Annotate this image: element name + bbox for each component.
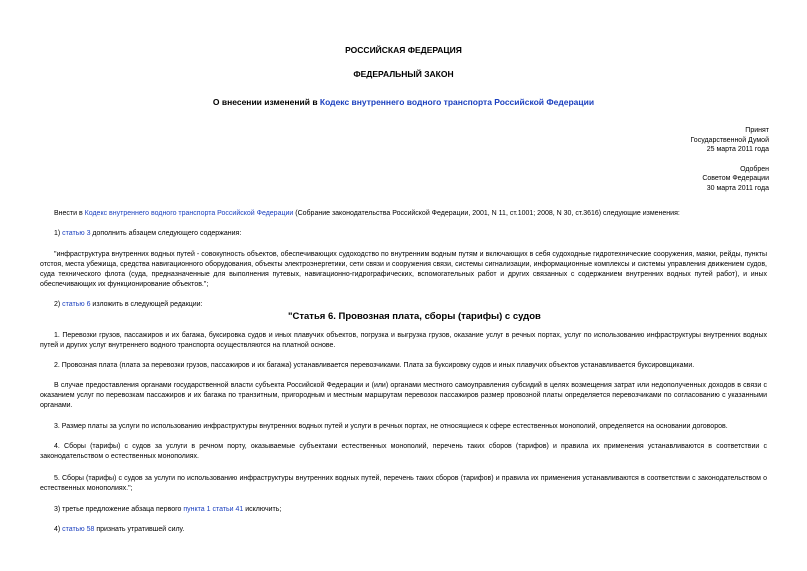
approved-by: Советом Федерации <box>702 175 769 182</box>
article-6-link[interactable]: статью 6 <box>62 301 91 308</box>
adoption-block <box>690 126 769 193</box>
item-3-prefix: 3) третье предложение абзаца первого <box>54 506 184 513</box>
item-1-suffix: дополнить абзацем следующего содержания: <box>90 230 242 237</box>
law-title-prefix: О внесении изменений в <box>212 97 320 107</box>
item-3-suffix: исключить; <box>243 506 282 513</box>
accepted-label: Принят <box>745 127 769 134</box>
article-58-link[interactable]: статью 58 <box>62 526 95 533</box>
approved-label: Одобрен <box>740 165 769 173</box>
intro-paragraph <box>40 209 767 219</box>
code-link-intro[interactable]: Кодекс внутреннего водного транспорта Российской Федерации <box>84 210 294 217</box>
country-heading: РОССИЙСКАЯ ФЕДЕРАЦИЯ <box>345 45 462 55</box>
article-41-link[interactable]: пункта 1 статьи 41 <box>183 506 244 513</box>
article-paragraph-4: 3. Размер платы за услуги по использованию инфраструктуры внутренних водных путей и услуги в речных портах, не относящиеся к сфере естественных монополий, определяется на основании договоров. <box>54 423 728 430</box>
article-paragraph-5: 4. Сборы (тарифы) с судов за услуги в речном порту, оказываемые субъектами естественных монополий, перечень таких сборов (тарифов) и правила их применения устанавливаются в соответствии с законодательством о естественных монополиях. <box>40 443 767 460</box>
item-4-suffix: признать утратившей силу. <box>94 526 185 533</box>
accepted-date: 25 марта 2011 года <box>706 146 769 153</box>
code-link-title[interactable]: Кодекс внутреннего водного транспорта Российской Федерации <box>319 97 595 107</box>
intro-suffix: (Собрание законодательства Российской Федерации, 2001, N 11, ст.1001; 2008, N 30, ст.3616) следующие изменения: <box>293 210 680 217</box>
article-paragraph-3: В случае предоставления органами государственной власти субъекта Российской Федерации и (или) органами местного самоуправления субсидий в целях возмещения затрат или недополученных доходов в связи с оказанием услуг по перевозкам пассажиров и их багажа по транзитным, пригородным и местным маршрутам перевозок пассажиров размер провозной платы определяется перевозчиками по согласованию с указанными органами. <box>40 382 767 409</box>
article-3-link[interactable]: статью 3 <box>62 230 91 237</box>
law-title <box>0 97 807 107</box>
article-paragraph-6: 5. Сборы (тарифы) с судов за услуги по использованию инфраструктуры внутренних водных путей, перечень таких сборов (тарифов) и правила их применения устанавливаются в соответствии с законодательством о естественных монополиях."; <box>40 475 767 492</box>
item-2-suffix: изложить в следующей редакции: <box>90 301 203 308</box>
item-1 <box>40 229 767 239</box>
item-1-quote: "инфраструктура внутренних водных путей - совокупность объектов, обеспечивающих судоходство по внутренним водным путям и включающих в себя судоходные гидротехнические сооружения, маяки, рейды, пункты отстоя, места убежища, средства навигационного оборудования, объекты электроэнергетики, сети связи и сооружения связи, системы сигнализации, информационные комплексы и системы управления движением судов, суда технического флота (суда, предназначенные для выполнения путевых, навигационно-гидрографических, вспомогательных работ и других связанных с содержанием внутренних водных путей работ), и иных обеспечивающих их функционирование объектов."; <box>40 251 767 288</box>
approved-date: 30 марта 2011 года <box>706 184 769 192</box>
item-4 <box>40 525 767 535</box>
doc-type-heading: ФЕДЕРАЛЬНЫЙ ЗАКОН <box>353 69 454 79</box>
item-3 <box>40 505 767 515</box>
accepted-by: Государственной Думой <box>690 136 769 144</box>
item-2 <box>40 300 767 310</box>
intro-prefix: Внести в <box>54 210 85 217</box>
item-4-prefix: 4) <box>54 526 63 533</box>
article-6-title: "Статья 6. Провозная плата, сборы (тарифы) с судов <box>288 311 541 322</box>
article-paragraph-2: 2. Провозная плата (плата за перевозки грузов, пассажиров и их багажа) устанавливается перевозчиками. Плата за буксировку судов и иных плавучих объектов устанавливается буксировщиками. <box>54 362 695 369</box>
article-paragraph-1: 1. Перевозки грузов, пассажиров и их багажа, буксировка судов и иных плавучих объектов, погрузка и выгрузка грузов, оказание услуг в речных портах, услуг по использованию инфраструктуры внутренних водных путей и других услуг внутреннего водного транспорта осуществляются на платной основе. <box>40 332 767 349</box>
item-1-prefix: 1) <box>54 230 63 237</box>
item-2-prefix: 2) <box>54 301 63 308</box>
